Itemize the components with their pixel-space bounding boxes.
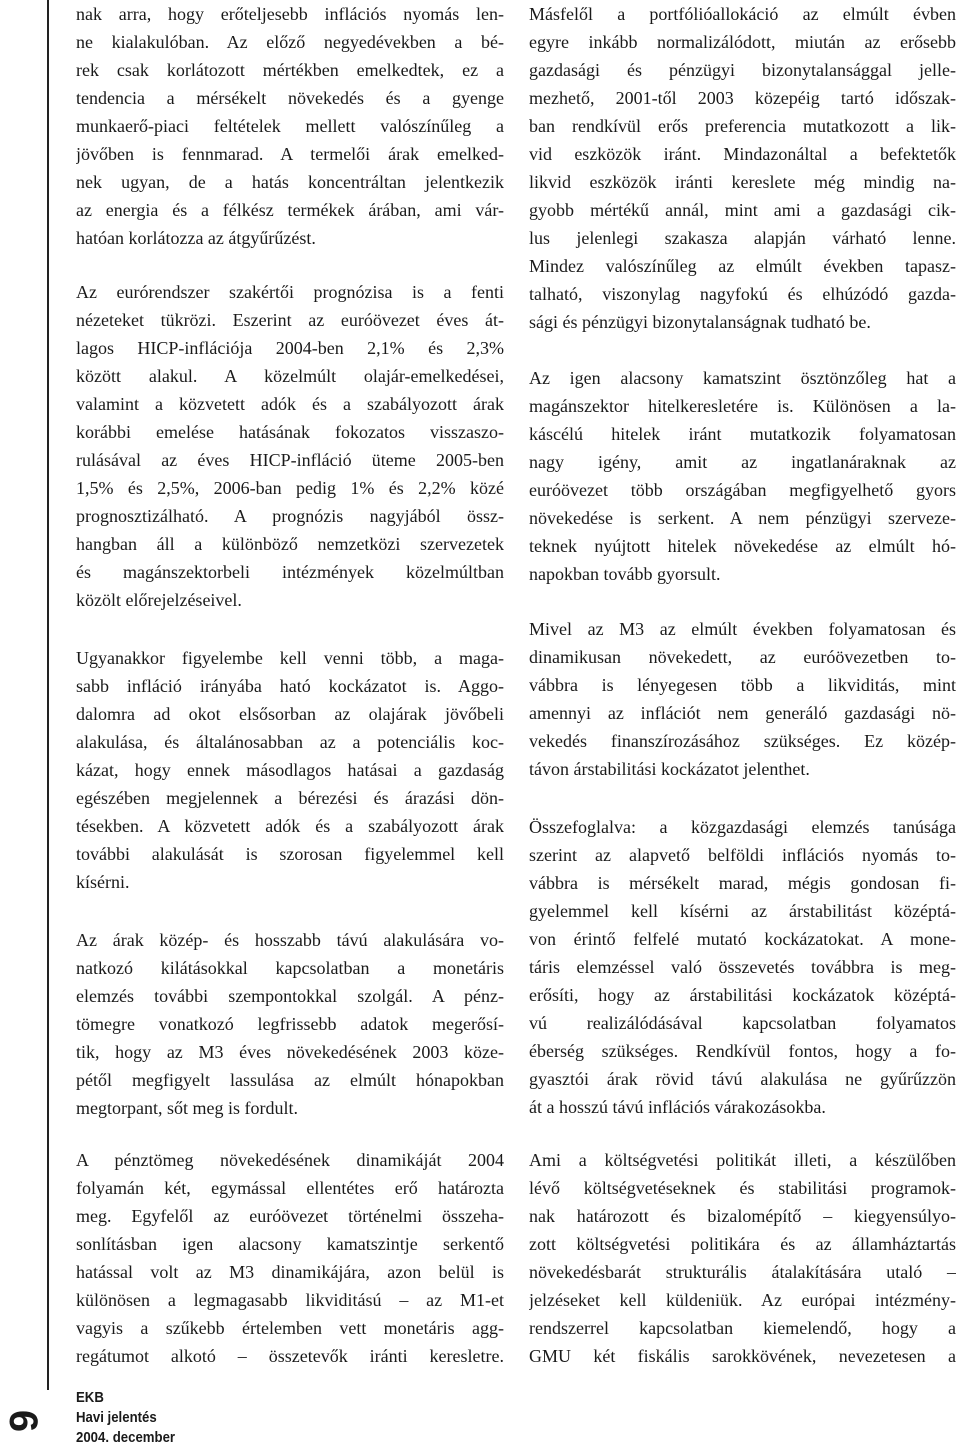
text-line: prognosztizálható. A prognózis nagyjából össz-	[76, 506, 504, 526]
text-line: sonlításban igen alacsony kamatszintje serkentő	[76, 1234, 504, 1254]
margin-rule	[47, 0, 49, 1390]
text-line: rulásával az éves HICP-infláció üteme 2005-ben	[76, 450, 504, 470]
text-line: teknek nyújtott hitelek növekedése az elmúlt hó-	[529, 536, 956, 556]
text-line: 1,5% és 2,5%, 2006-ban pedig 1% és 2,2% közé	[76, 478, 504, 498]
text-line: pétől megfigyelt lassulása az elmúlt hónapokban	[76, 1070, 504, 1090]
text-line: növekedésbarát strukturális átalakítására utaló –	[529, 1262, 956, 1282]
text-line: nézeteket tükrözi. Eszerint az euróövezet éves át-	[76, 310, 504, 330]
text-line: egyre inkább normalizálódott, miután az erősebb	[529, 32, 956, 52]
text-line: magánszektor hitelkeresletére is. Különösen a la-	[529, 396, 956, 416]
text-line: az energia és a félkész termékek árában, ami vár-	[76, 200, 504, 220]
publication-title: Havi jelentés	[76, 1409, 157, 1426]
text-line: lus jelenlegi szakasza alapján várható lenne.	[529, 228, 956, 248]
text-line: tik, hogy az M3 éves növekedésének 2003 köze-	[76, 1042, 504, 1062]
text-line: vábbra is lényegesen több a likviditás, mint	[529, 675, 956, 695]
text-line: likvid eszközök iránti kereslete még mindig na-	[529, 172, 956, 192]
text-line: vagyis a szűkebb értelemben vett monetáris agg-	[76, 1318, 504, 1338]
text-line: von érintő felfelé mutató kockázatokat. A mone-	[529, 929, 956, 949]
text-line: hatóan korlátozza az átgyűrűzést.	[76, 228, 316, 248]
text-line: át a hosszú távú inflációs várakozásokba.	[529, 1097, 826, 1117]
text-line: szerint az alapvető belföldi inflációs nyomás to-	[529, 845, 956, 865]
text-line: korábbi emelése hatásának fokozatos visszaszo-	[76, 422, 504, 442]
text-line: Az igen alacsony kamatszint ösztönzőleg hat a	[529, 368, 956, 388]
text-line: valamint a közvetett adók és a szabályozott árak	[76, 394, 504, 414]
text-line: gyobb mértékű annál, mint ami a gazdasági cik-	[529, 200, 956, 220]
text-line: éberség szükséges. Rendkívül fontos, hogy a fo-	[529, 1041, 956, 1061]
text-line: Ugyanakkor figyelembe kell venni több, a maga-	[76, 648, 504, 668]
text-line: további alakulását is szorosan figyelemmel kell	[76, 844, 504, 864]
text-line: káscélú hitelek iránt mutatkozik folyamatosan	[529, 424, 956, 444]
text-line: egészében megjelennek a bérezési és árazási dön-	[76, 788, 504, 808]
text-line: A pénztömeg növekedésének dinamikáját 2004	[76, 1150, 504, 1170]
text-line: napokban tovább gyorsult.	[529, 564, 721, 584]
text-line: gazdasági és pénzügyi bizonytalansággal jelle-	[529, 60, 956, 80]
text-line: Összefoglalva: a közgazdasági elemzés tanúsága	[529, 817, 956, 837]
right-column	[529, 0, 956, 1380]
text-line: között alakul. A közelmúlt olajár-emelkedései,	[76, 366, 504, 386]
text-line: távon árstabilitási kockázatot jelenthet.	[529, 759, 810, 779]
text-line: ne kialakulóban. Az előző negyedévekben a bé-	[76, 32, 504, 52]
text-line: euróövezet több országában megfigyelhető gyors	[529, 480, 956, 500]
text-line: Az eurórendszer szakértői prognózisa is a fenti	[76, 282, 504, 302]
publisher-name: EKB	[76, 1389, 104, 1406]
text-line: rendszerrel kapcsolatban kiemelendő, hogy a	[529, 1318, 956, 1338]
text-line: megtorpant, sőt meg is fordult.	[76, 1098, 298, 1118]
paragraph	[529, 615, 956, 783]
paragraph	[76, 278, 504, 614]
text-line: ban rendkívül erős preferencia mutatkozott a lik-	[529, 116, 956, 136]
text-line: tömegre vonatkozó legfrissebb adatok megerősí-	[76, 1014, 504, 1034]
text-line: vábbra is mérsékelt marad, mégis gondosan fi-	[529, 873, 956, 893]
text-line: talható, viszonylag nagyfokú és elhúzódó gazda-	[529, 284, 956, 304]
paragraph	[76, 1146, 504, 1370]
paragraph	[76, 926, 504, 1122]
text-line: amennyi az inflációt nem generáló gazdasági nö-	[529, 703, 956, 723]
text-line: dinamikusan növekedett, az euróövezetben to-	[529, 647, 956, 667]
text-line: és magánszektorbeli intézmények közelmúltban	[76, 562, 504, 582]
text-line: gyelemmel kell kísérni az árstabilitást középtá-	[529, 901, 956, 921]
text-line: dalomra ad okot elsősorban az olajárak jövőbeli	[76, 704, 504, 724]
text-line: nak határozott és bizalomépítő – kiegyensúlyo-	[529, 1206, 956, 1226]
text-line: tésekben. A közvetett adók és a szabályozott árak	[76, 816, 504, 836]
text-line: jelzéseket kell küldeniük. Az európai intézmény-	[529, 1290, 956, 1310]
text-line: meg. Egyfelől az euróövezet történelmi összeha-	[76, 1206, 504, 1226]
running-footer	[76, 1388, 296, 1448]
text-line: elemzés további szempontokkal szolgál. A pénz-	[76, 986, 504, 1006]
text-line: gyasztói árak rövid távú alakulása ne gyűrűzzön	[529, 1069, 956, 1089]
paragraph	[529, 813, 956, 1121]
text-line: nak arra, hogy erőteljesebb inflációs nyomás len-	[76, 4, 504, 24]
text-line: GMU két fiskális sarokkövének, nevezetesen a	[529, 1346, 956, 1366]
text-line: hangban áll a különböző nemzetközi szervezetek	[76, 534, 504, 554]
text-line: munkaerő-piaci feltételek mellett valószínűleg a	[76, 116, 504, 136]
text-line: natkozó kilátásokkal kapcsolatban a monetáris	[76, 958, 504, 978]
text-line: növekedése is serkent. A nem pénzügyi szerveze-	[529, 508, 956, 528]
text-line: táris elemzéssel való összevetés továbbra is meg-	[529, 957, 956, 977]
text-line: Mindez valószínűleg az elmúlt években tapasz-	[529, 256, 956, 276]
text-line: vú realizálódásával kapcsolatban folyamatos	[529, 1013, 956, 1033]
text-line: rek csak korlátozott mértékben emelkedtek, ez a	[76, 60, 504, 80]
text-line: Másfelől a portfólióallokáció az elmúlt évben	[529, 4, 956, 24]
text-line: Az árak közép- és hosszabb távú alakulására vo-	[76, 930, 504, 950]
text-line: nek ugyan, de a hatás koncentráltan jelentkezik	[76, 172, 504, 192]
text-line: zott költségvetési politikára és az államháztartás	[529, 1234, 956, 1254]
text-line: vekedés finanszírozásához szükséges. Ez közép-	[529, 731, 956, 751]
text-line: közölt előrejelzéseivel.	[76, 590, 242, 610]
text-line: regátumot alkotó – összetevők iránti keresletre.	[76, 1346, 504, 1366]
text-line: jövőben is fennmarad. A termelői árak emelked-	[76, 144, 504, 164]
text-line: Ami a költségvetési politikát illeti, a készülőben	[529, 1150, 956, 1170]
text-line: nagy igény, amit az ingatlanáraknak az	[529, 452, 956, 472]
text-line: tendencia a mérsékelt növekedés és a gyenge	[76, 88, 504, 108]
text-line: különösen a legmagasabb likviditású – az M1-et	[76, 1290, 504, 1310]
paragraph	[76, 644, 504, 896]
text-line: sági és pénzügyi bizonytalanságnak tudható be.	[529, 312, 871, 332]
text-line: lévő költségvetéseknek és stabilitási programok-	[529, 1178, 956, 1198]
text-line: mezhető, 2001-től 2003 közepéig tartó időszak-	[529, 88, 956, 108]
text-line: vid eszközök iránt. Mindazonáltal a befektetők	[529, 144, 956, 164]
text-line: folyamán két, egymással ellentétes erő határozta	[76, 1178, 504, 1198]
text-line: kázat, hogy ennek másodlagos hatásai a gazdaság	[76, 760, 504, 780]
text-line: lagos HICP-inflációja 2004-ben 2,1% és 2,3%	[76, 338, 504, 358]
text-line: Mivel az M3 az elmúlt években folyamatosan és	[529, 619, 956, 639]
text-line: alakulása, és általánosabban az a potenciális koc-	[76, 732, 504, 752]
text-line: erősíti, hogy az árstabilitási kockázatok középtá-	[529, 985, 956, 1005]
paragraph	[76, 0, 504, 252]
text-line: sabb infláció irányába ható kockázatot is. Aggo-	[76, 676, 504, 696]
paragraph	[529, 364, 956, 588]
paragraph	[529, 1146, 956, 1370]
paragraph	[529, 0, 956, 336]
text-line: kísérni.	[76, 872, 130, 892]
issue-date: 2004. december	[76, 1429, 176, 1446]
page-number: 6	[1, 1409, 45, 1433]
left-column	[76, 0, 504, 1380]
text-line: hatással volt az M3 dinamikájára, azon belül is	[76, 1262, 504, 1282]
